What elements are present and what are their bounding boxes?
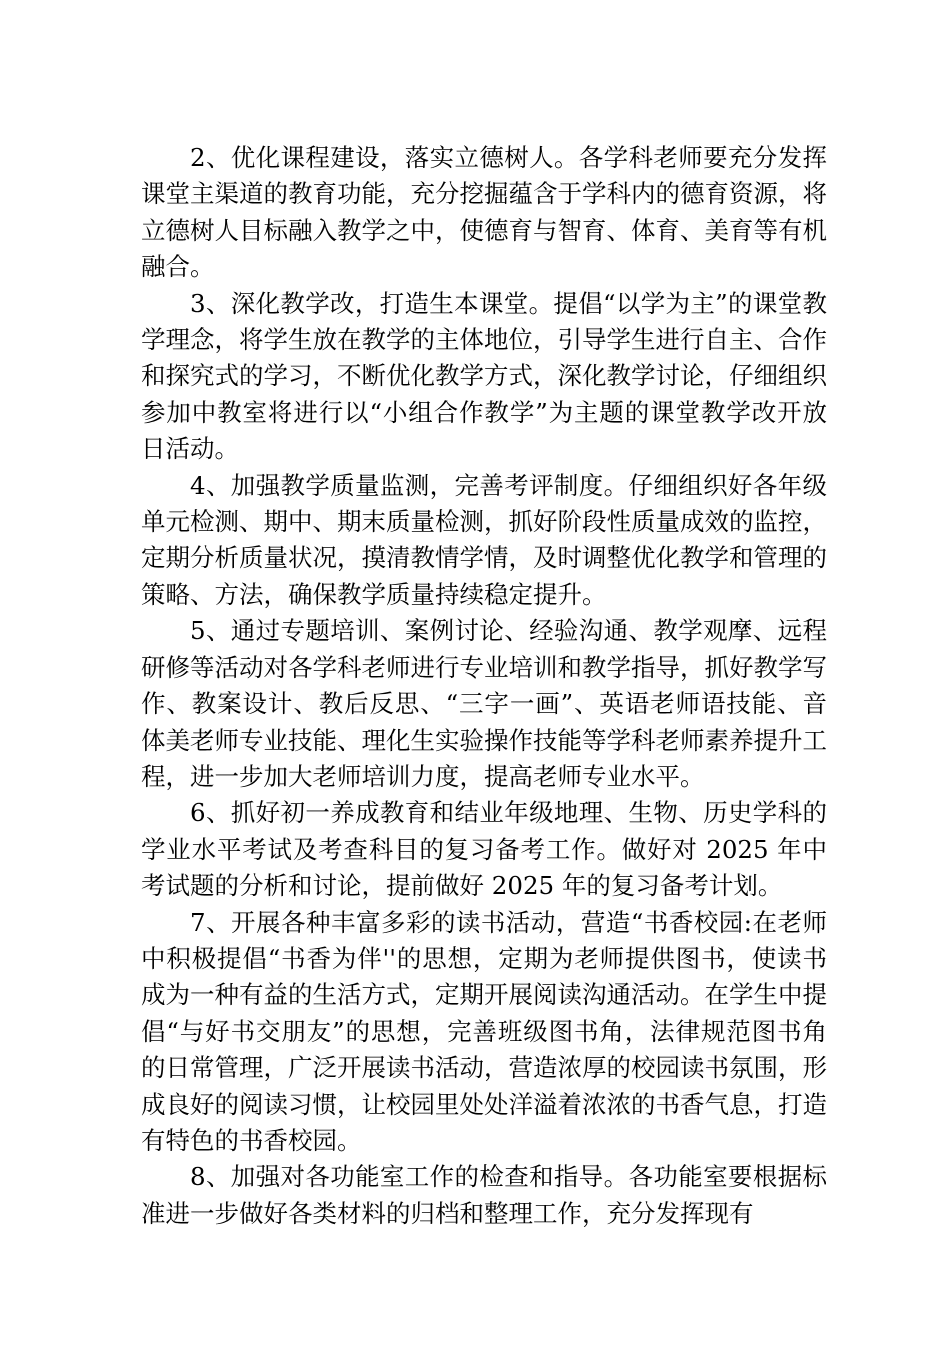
paragraph-item-3: 3、深化教学改，打造生本课堂。提倡“以学为主”的课堂教学理念，将学生放在教学的主体地位，引导学生进行自主、合作和探究式的学习，不断优化教学方式，深化教学讨论，仔细组织参加中教室将进行以“小组合作教学”为主题的课堂教学改开放日活动。 bbox=[141, 288, 827, 464]
paragraph-item-7: 7、开展各种丰富多彩的读书活动，营造“书香校园:在老师中积极提倡“书香为伴''的思想，定期为老师提供图书，使读书成为一种有益的生活方式，定期开展阅读沟通活动。在学生中提倡“与好书交朋友”的思想，完善班级图书角，法律规范图书角的日常管理，广泛开展读书活动，营造浓厚的校园读书氛围，形成良好的阅读习惯，让校园里处处洋溢着浓浓的书香气息，打造有特色的书香校园。 bbox=[141, 907, 827, 1155]
paragraph-item-2: 2、优化课程建设，落实立德树人。各学科老师要充分发挥课堂主渠道的教育功能，充分挖掘蕴含于学科内的德育资源，将立德树人目标融入教学之中，使德育与智育、体育、美育等有机融合。 bbox=[141, 143, 827, 282]
paragraph-item-8: 8、加强对各功能室工作的检查和指导。各功能室要根据标准进一步做好各类材料的归档和整理工作，充分发挥现有 bbox=[141, 1162, 827, 1228]
paragraph-item-6: 6、抓好初一养成教育和结业年级地理、生物、历史学科的学业水平考试及考查科目的复习备考工作。做好对 2025 年中考试题的分析和讨论，提前做好 2025 年的复习备考计划。 bbox=[141, 798, 827, 901]
paragraph-item-5: 5、通过专题培训、案例讨论、经验沟通、教学观摩、远程研修等活动对各学科老师进行专业培训和教学指导，抓好教学写作、教案设计、教后反思、“三字一画”、英语老师语技能、音体美老师专业技能、理化生实验操作技能等学科老师素养提升工程，进一步加大老师培训力度，提高老师专业水平。 bbox=[141, 616, 827, 791]
document-body bbox=[141, 140, 827, 1232]
paragraph-item-4: 4、加强教学质量监测，完善考评制度。仔细组织好各年级单元检测、期中、期末质量检测，抓好阶段性质量成效的监控，定期分析质量状况，摸清教情学情，及时调整优化教学和管理的策略、方法，确保教学质量持续稳定提升。 bbox=[141, 470, 827, 609]
